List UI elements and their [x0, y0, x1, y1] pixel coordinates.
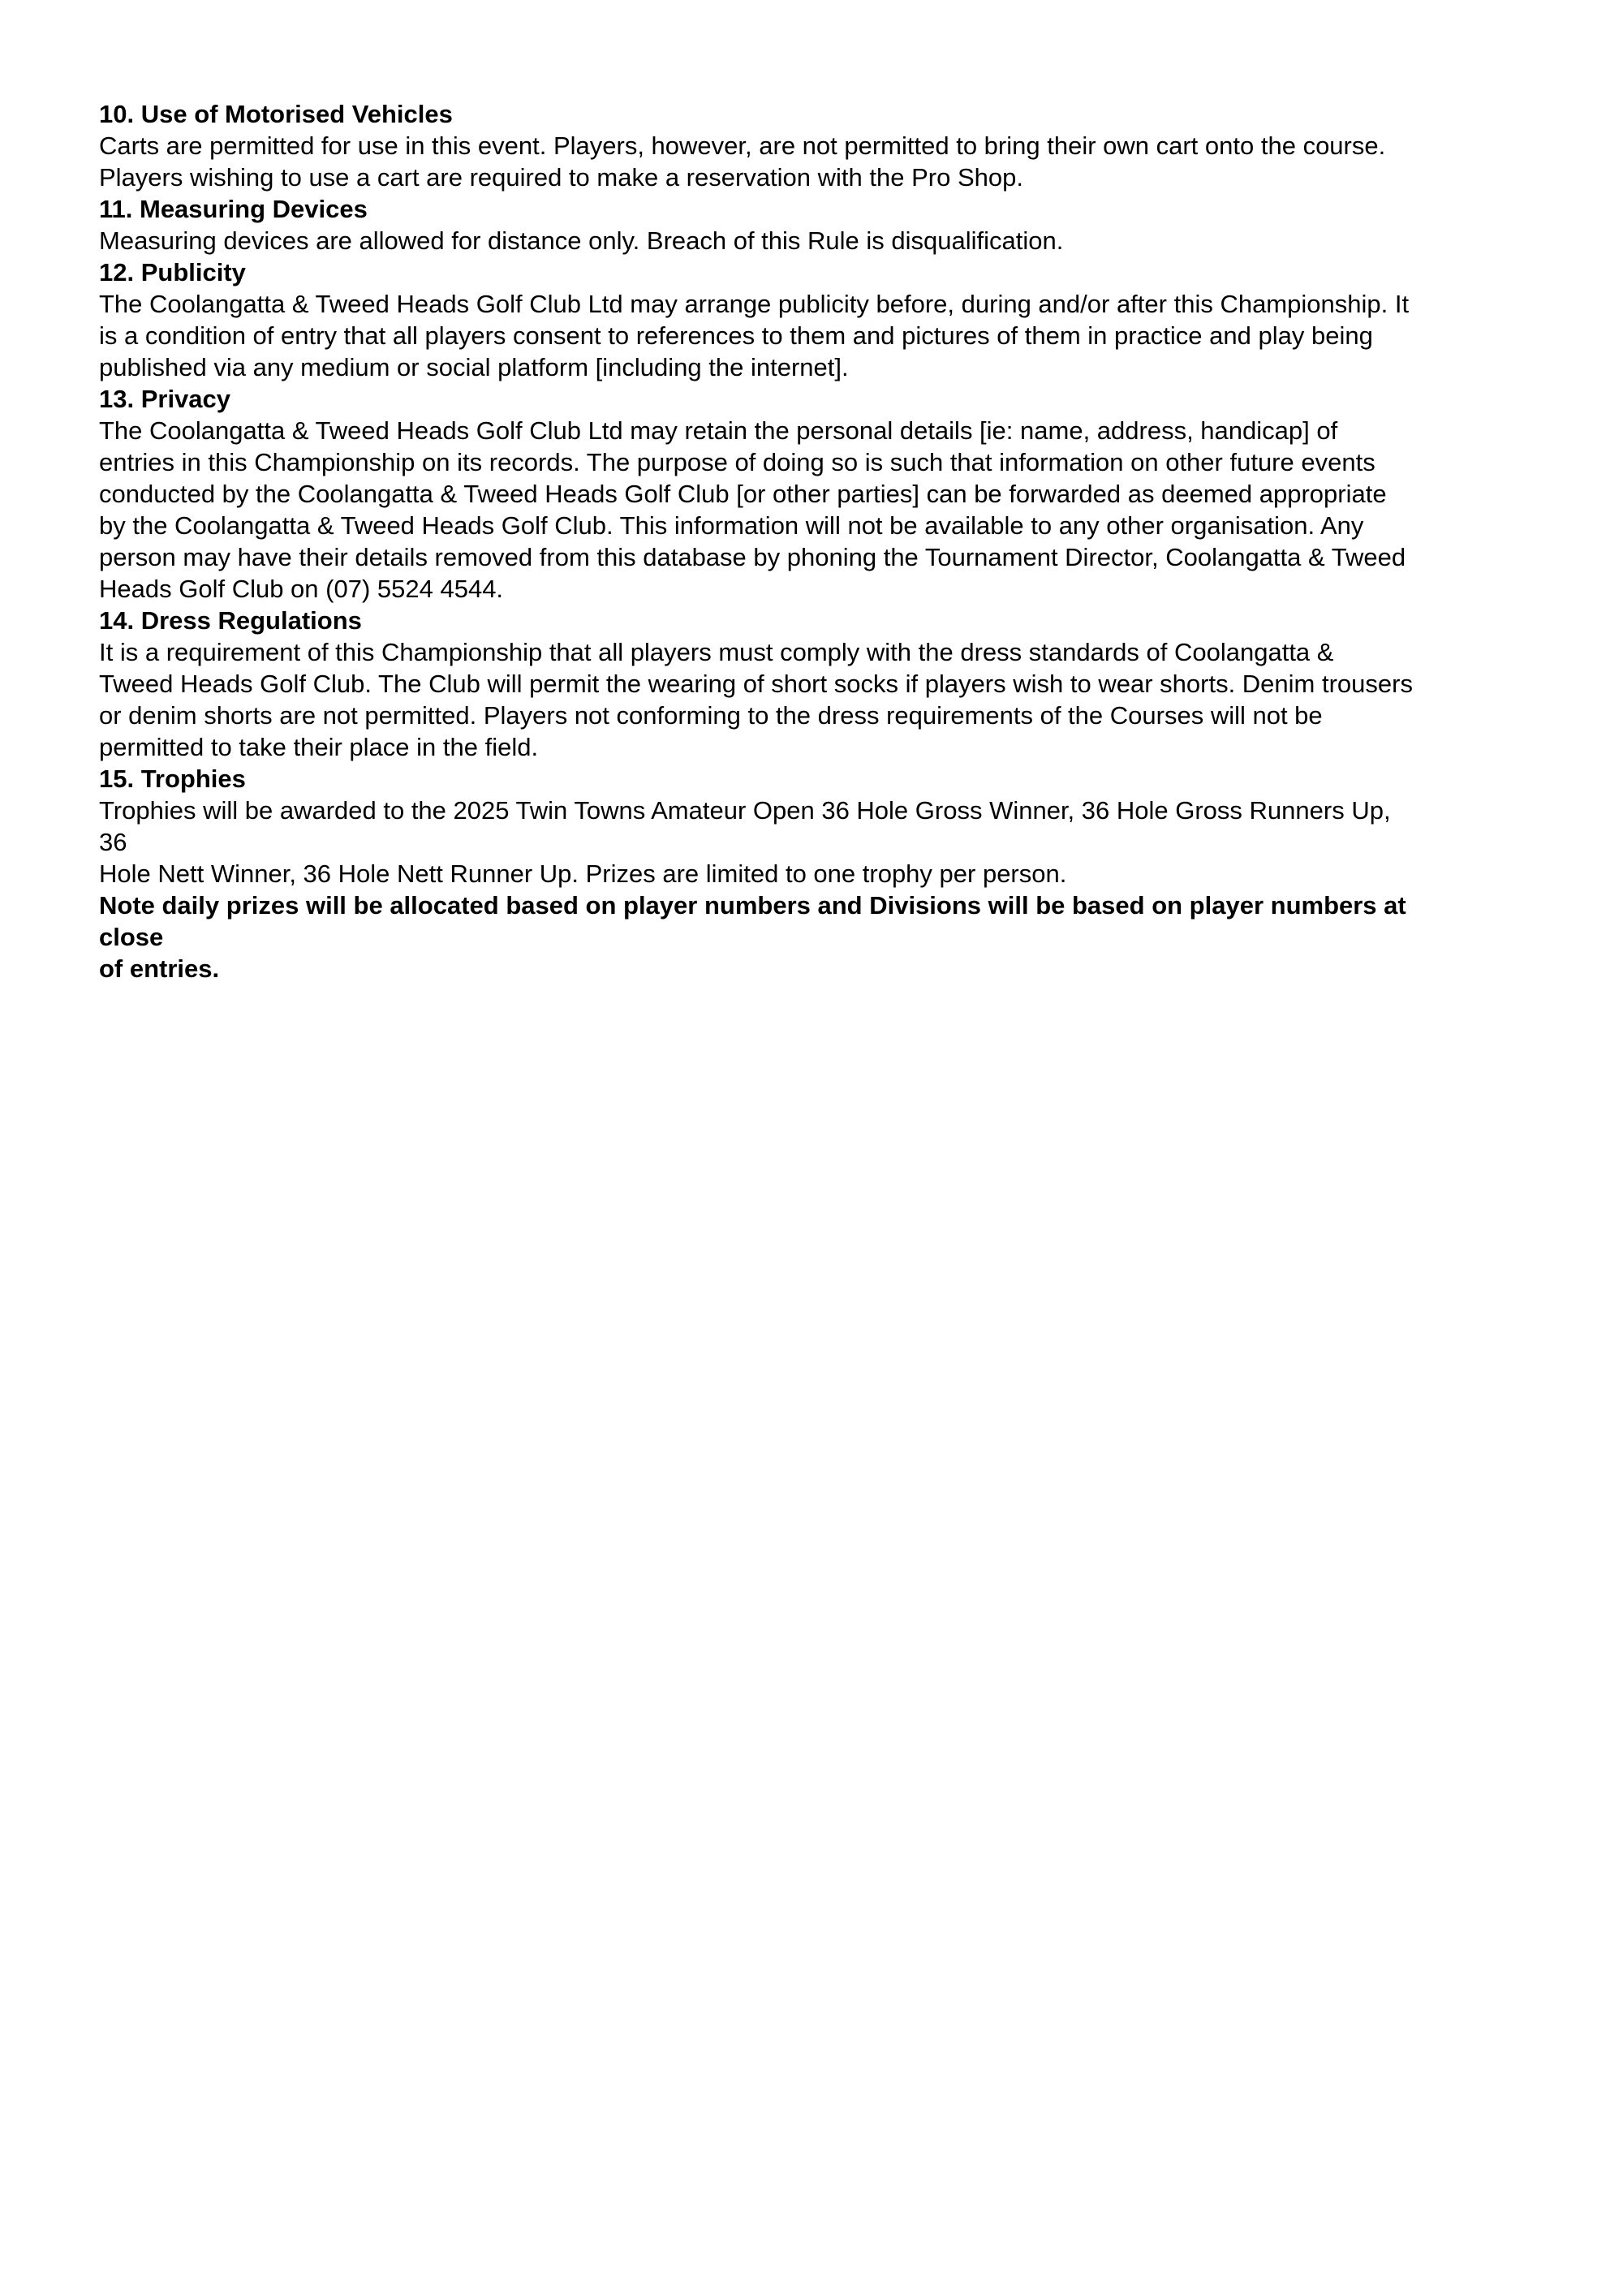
- section-heading-line: close: [99, 923, 164, 951]
- section-heading-line: 10. Use of Motorised Vehicles: [99, 100, 453, 128]
- body-text-line: is a condition of entry that all players consent to references to them and pictures of them in practice and play being: [99, 321, 1373, 350]
- section-heading-line: 15. Trophies: [99, 765, 246, 793]
- body-text-line: Tweed Heads Golf Club. The Club will permit the wearing of short socks if players wish to wear shorts. Denim trousers: [99, 670, 1413, 698]
- body-text-line: The Coolangatta & Tweed Heads Golf Club Ltd may arrange publicity before, during and/or after this Championship. It: [99, 290, 1410, 318]
- body-text-line: 36: [99, 828, 127, 856]
- section-heading-line: 14. Dress Regulations: [99, 606, 362, 635]
- section-heading-line: Note daily prizes will be allocated based on player numbers and Divisions will be based on player numbers at: [99, 891, 1406, 920]
- body-text-line: The Coolangatta & Tweed Heads Golf Club Ltd may retain the personal details [ie: name, address, handicap] of: [99, 416, 1338, 445]
- body-text-line: or denim shorts are not permitted. Players not conforming to the dress requirements of the Courses will not be: [99, 701, 1323, 730]
- section-heading-line: 12. Publicity: [99, 258, 246, 286]
- body-text-line: Heads Golf Club on (07) 5524 4544.: [99, 575, 504, 603]
- body-text-line: person may have their details removed from this database by phoning the Tournament Director, Coolangatta & Tweed: [99, 543, 1406, 571]
- body-text-line: entries in this Championship on its records. The purpose of doing so is such that information on other future events: [99, 448, 1375, 476]
- body-text-line: conducted by the Coolangatta & Tweed Heads Golf Club [or other parties] can be forwarded as deemed appropriate: [99, 480, 1387, 508]
- body-text-line: by the Coolangatta & Tweed Heads Golf Club. This information will not be available to any other organisation. Any: [99, 511, 1364, 540]
- body-text-line: Measuring devices are allowed for distance only. Breach of this Rule is disqualification.: [99, 226, 1064, 255]
- body-text-line: It is a requirement of this Championship that all players must comply with the dress standards of Coolangatta &: [99, 638, 1334, 666]
- document-body: [99, 98, 1543, 984]
- section-heading-line: 13. Privacy: [99, 385, 231, 413]
- body-text-line: Players wishing to use a cart are required to make a reservation with the Pro Shop.: [99, 163, 1023, 192]
- body-text-line: Hole Nett Winner, 36 Hole Nett Runner Up. Prizes are limited to one trophy per person.: [99, 859, 1067, 888]
- body-text-line: Trophies will be awarded to the 2025 Twin Towns Amateur Open 36 Hole Gross Winner, 36 Hole Gross Runners Up,: [99, 796, 1391, 825]
- section-heading-line: of entries.: [99, 954, 220, 983]
- body-text-line: permitted to take their place in the field.: [99, 733, 539, 761]
- body-text-line: Carts are permitted for use in this event. Players, however, are not permitted to bring their own cart onto the course.: [99, 131, 1386, 160]
- body-text-line: published via any medium or social platform [including the internet].: [99, 353, 849, 381]
- section-heading-line: 11. Measuring Devices: [99, 195, 368, 223]
